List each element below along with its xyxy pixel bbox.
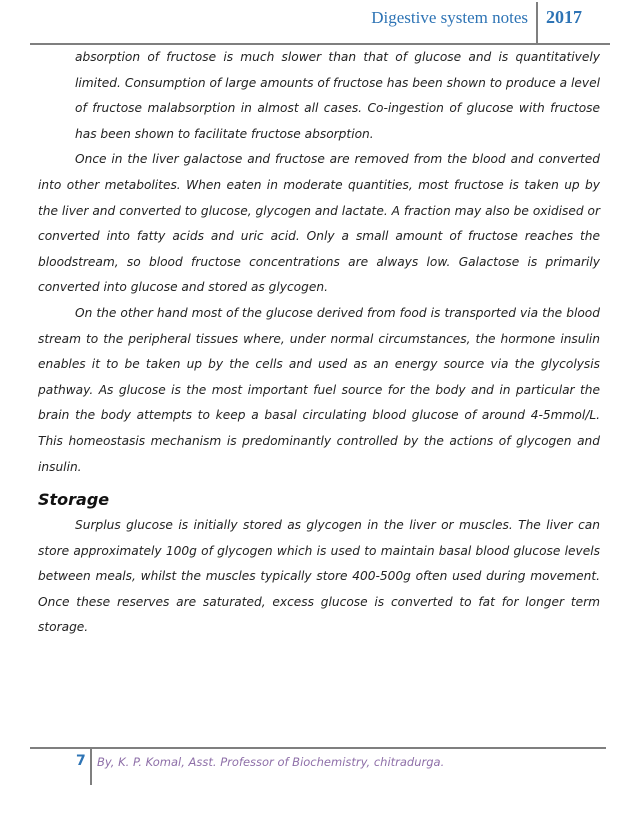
footer-rule (30, 747, 606, 749)
section-heading-storage: Storage (38, 490, 110, 510)
page-number: 7 (76, 753, 86, 769)
document-body (38, 45, 600, 641)
footer-divider (90, 749, 92, 785)
header-year: 2017 (546, 7, 582, 27)
header-title: Digestive system notes (371, 8, 528, 27)
paragraph-fructose-absorption: absorption of fructose is much slower than that of glucose and is quantitatively limited. Consumption of large amounts of fructose has been shown to produce a level of fructose malabsorption in almost all cases. Co-ingestion of glucose with fructose has been shown to facilitate fructose absorption. (75, 50, 600, 141)
paragraph-liver-metabolism: Once in the liver galactose and fructose are removed from the blood and converted into other metabolites. When eaten in moderate quantities, most fructose is taken up by the liver and converted to glucose, glycogen and lactate. A fraction may also be oxidised or converted into fatty acids and uric acid. Only a small amount of fructose reaches the bloodstream, so blood fructose concentrations are always low. Galactose is primarily converted into glucose and stored as glycogen. (38, 152, 600, 295)
page-header (0, 0, 638, 45)
footer-credit: By, K. P. Komal, Asst. Professor of Biochemistry, chitradurga. (97, 755, 445, 769)
paragraph-glucose-storage: Surplus glucose is initially stored as glycogen in the liver or muscles. The liver can store approximately 100g of glycogen which is used to maintain basal blood glucose levels between meals, whilst the muscles typically store 400-500g often used during movement. Once these reserves are saturated, excess glucose is converted to fat for longer term storage. (38, 518, 600, 635)
paragraph-glucose-transport: On the other hand most of the glucose derived from food is transported via the blood stream to the peripheral tissues where, under normal circumstances, the hormone insulin enables it to be taken up by the cells and used as an energy source via the glycolysis pathway. As glucose is the most important fuel source for the body and in particular the brain the body attempts to keep a basal circulating blood glucose of around 4-5mmol/L. This homeostasis mechanism is predominantly controlled by the actions of glycogen and insulin. (38, 305, 600, 474)
header-divider (536, 2, 538, 43)
